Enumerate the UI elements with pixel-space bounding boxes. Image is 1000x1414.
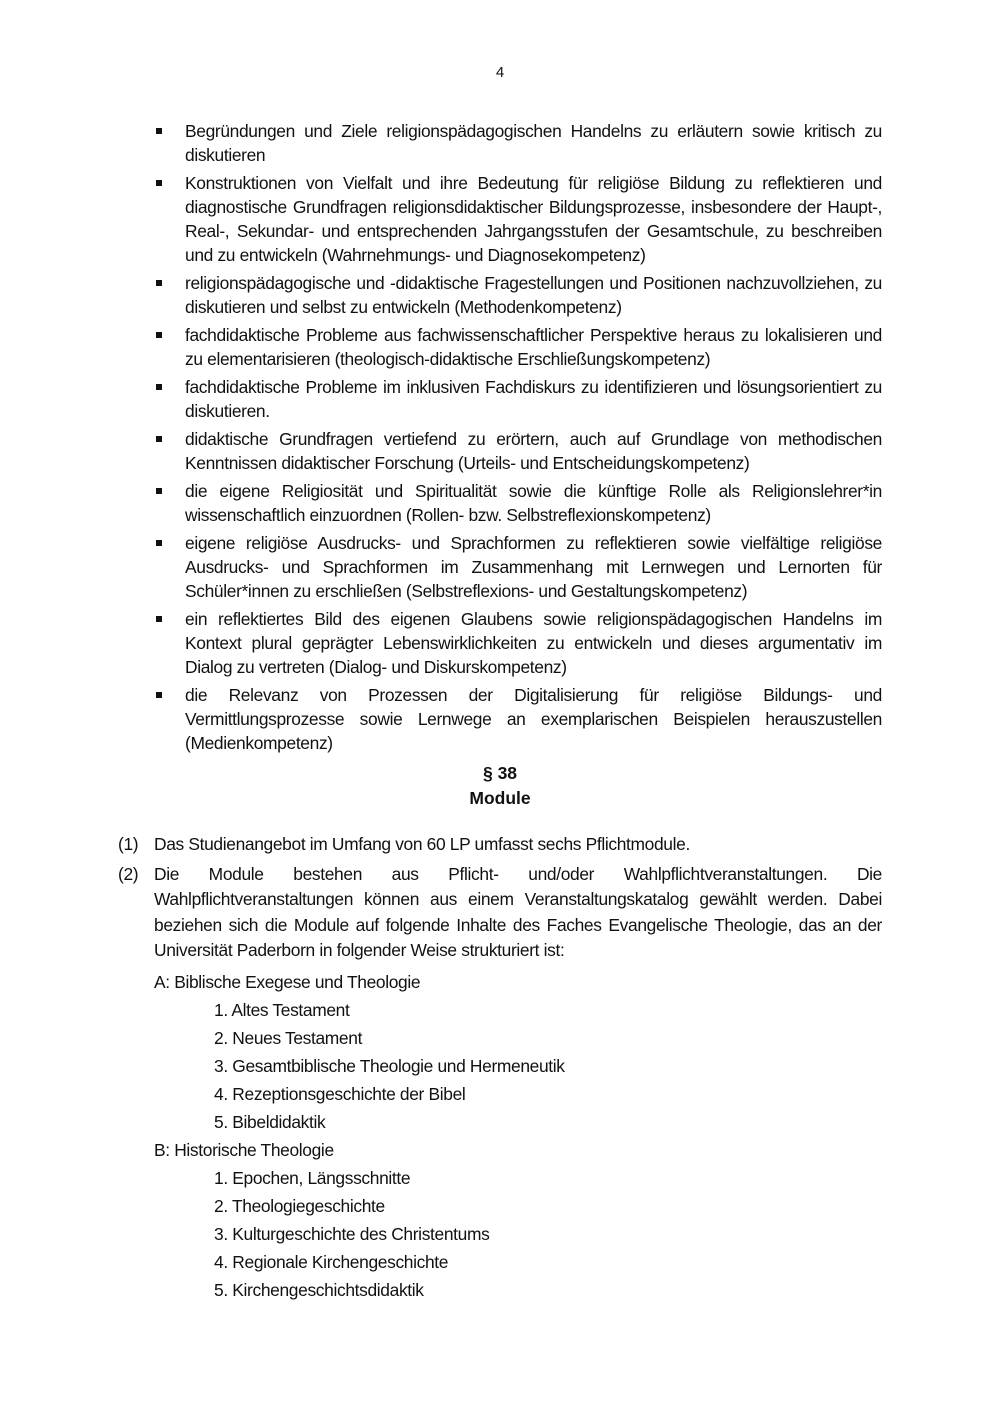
paragraph-text: Das Studienangebot im Umfang von 60 LP umfasst sechs Pflichtmodule.: [154, 834, 690, 854]
list-item: 3. Kulturgeschichte des Christentums: [214, 1223, 490, 1244]
bullet-text: ein reflektiertes Bild des eigenen Glaubens sowie religionspädagogischen Handelns im Kontext plural geprägter Lebenswirklichkeiten zu entwickeln und dieses argumentativ im Dialog zu vertreten (Dialog- und Diskurskompetenz): [185, 609, 882, 677]
square-bullet-icon: [156, 692, 162, 698]
paragraph-text: Die Module bestehen aus Pflicht- und/oder Wahlpflichtveranstaltungen. Die Wahlpflichtveranstaltungen können aus einem Veranstaltungskatalog gewählt werden. Dabei beziehen sich die Module auf folgende Inhalte des Faches Evangelische Theologie, das an der Universität Paderborn in folgender Weise strukturiert ist:: [154, 863, 882, 961]
numbered-paragraph: [118, 862, 882, 964]
bullet-text: fachdidaktische Probleme aus fachwissenschaftlicher Perspektive heraus zu lokalisieren und zu elementarisieren (theologisch-didaktische Erschließungskompetenz): [185, 325, 882, 369]
bullet-item: [154, 531, 882, 603]
list-item: 2. Theologiegeschichte: [214, 1195, 385, 1216]
paragraph-number: (1): [118, 834, 139, 854]
list-item: 3. Gesamtbiblische Theologie und Hermeneutik: [214, 1055, 565, 1076]
bullet-text: Begründungen und Ziele religionspädagogischen Handelns zu erläutern sowie kritisch zu diskutieren: [185, 121, 882, 165]
square-bullet-icon: [156, 128, 162, 134]
list-item: 4. Rezeptionsgeschichte der Bibel: [214, 1083, 466, 1104]
square-bullet-icon: [156, 180, 162, 186]
bullet-text: die eigene Religiosität und Spiritualität sowie die künftige Rolle als Religionslehrer*in wissenschaftlich einzuordnen (Rollen- bzw. Selbstreflexionskompetenz): [185, 481, 882, 525]
square-bullet-icon: [156, 332, 162, 338]
bullet-item: [154, 375, 882, 423]
page-number: 4: [495, 64, 505, 81]
group-heading-a: A: Biblische Exegese und Theologie: [154, 971, 421, 992]
square-bullet-icon: [156, 436, 162, 442]
list-item: 1. Epochen, Längsschnitte: [214, 1167, 411, 1188]
square-bullet-icon: [156, 280, 162, 286]
bullet-item: [154, 271, 882, 319]
competency-bullet-list: [154, 119, 882, 759]
bullet-text: die Relevanz von Prozessen der Digitalisierung für religiöse Bildungs- und Vermittlungsprozesse sowie Lernwege an exemplarischen Beispielen herauszustellen (Medienkompetenz): [185, 685, 882, 753]
list-item: 5. Bibeldidaktik: [214, 1111, 326, 1132]
bullet-text: Konstruktionen von Vielfalt und ihre Bedeutung für religiöse Bildung zu reflektieren und diagnostische Grundfragen religionsdidaktischer Bildungsprozesse, insbesondere der Haupt-, Real-, Sekundar- und entsprechenden Jahrgangsstufen der Gesamtschule, zu beschreiben und zu entwickeln (Wahrnehmungs- und Diagnosekompetenz): [185, 173, 882, 265]
bullet-item: [154, 119, 882, 167]
bullet-text: religionspädagogische und -didaktische Fragestellungen und Positionen nachzuvollziehen, zu diskutieren und selbst zu entwickeln (Methodenkompetenz): [185, 273, 882, 317]
square-bullet-icon: [156, 540, 162, 546]
bullet-item: [154, 683, 882, 755]
bullet-item: [154, 171, 882, 267]
square-bullet-icon: [156, 616, 162, 622]
module-paragraphs: [118, 832, 882, 1304]
numbered-paragraph: [118, 832, 882, 858]
list-item: 2. Neues Testament: [214, 1027, 363, 1048]
list-item: 5. Kirchengeschichtsdidaktik: [214, 1279, 424, 1300]
list-item: 1. Altes Testament: [214, 999, 350, 1020]
bullet-item: [154, 479, 882, 527]
group-heading-b: B: Historische Theologie: [154, 1139, 334, 1160]
bullet-text: fachdidaktische Probleme im inklusiven Fachdiskurs zu identifizieren und lösungsorientiert zu diskutieren.: [185, 377, 882, 421]
section-heading: [0, 761, 1000, 811]
section-number: § 38: [482, 763, 518, 783]
square-bullet-icon: [156, 488, 162, 494]
bullet-item: [154, 427, 882, 475]
list-item: 4. Regionale Kirchengeschichte: [214, 1251, 449, 1272]
bullet-text: eigene religiöse Ausdrucks- und Sprachformen zu reflektieren sowie vielfältige religiöse Ausdrucks- und Sprachformen im Zusammenhang mit Lernwegen und Lernorten für Schüler*innen zu erschließen (Selbstreflexions- und Gestaltungskompetenz): [185, 533, 882, 601]
square-bullet-icon: [156, 384, 162, 390]
bullet-text: didaktische Grundfragen vertiefend zu erörtern, auch auf Grundlage von methodischen Kenntnissen didaktischer Forschung (Urteils- und Entscheidungskompetenz): [185, 429, 882, 473]
bullet-item: [154, 607, 882, 679]
paragraph-number: (2): [118, 863, 139, 884]
bullet-item: [154, 323, 882, 371]
section-title: Module: [469, 788, 531, 808]
